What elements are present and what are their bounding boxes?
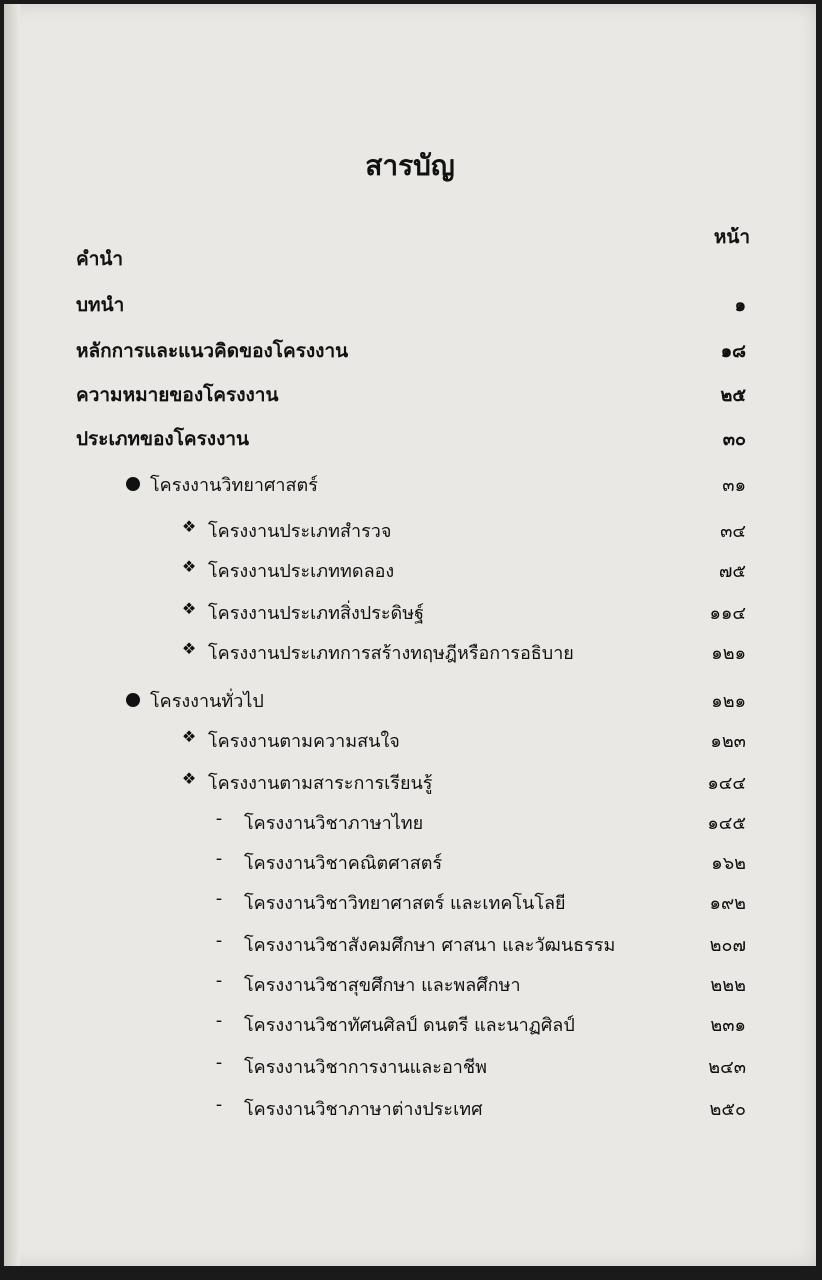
toc-entry-label: โครงงานวิชาคณิตศาสตร์	[244, 853, 443, 874]
toc-entry-label: โครงงานประเภทสำรวจ	[208, 521, 392, 542]
toc-entry-label: โครงงานวิทยาศาสตร์	[150, 475, 318, 496]
page-title: สารบัญ	[365, 149, 455, 182]
toc-entry-page-number: ๓๑	[722, 475, 746, 496]
toc-entry	[4, 380, 816, 412]
toc-entry-page-number: ๒๔๓	[708, 1057, 746, 1078]
toc-entry-page-number: ๑๘	[720, 341, 746, 362]
diamond-bullet-icon: ❖	[181, 517, 197, 536]
page-column-header: หน้า	[713, 226, 750, 248]
diamond-bullet-icon: ❖	[181, 639, 197, 658]
toc-entry	[4, 336, 816, 368]
toc-entry-page-number: ๑๔๕	[707, 813, 746, 834]
diamond-bullet-icon: ❖	[181, 769, 197, 788]
toc-entry-page-number: ๑	[734, 295, 746, 316]
toc-entry-label: โครงงานประเภทการสร้างทฤษฎีหรือการอธิบาย	[208, 643, 574, 664]
toc-entry-label: บทนำ	[76, 294, 125, 316]
toc-entry-label: โครงงานวิชาภาษาไทย	[244, 813, 424, 834]
toc-entry-label: โครงงานวิชาวิทยาศาสตร์ และเทคโนโลยี	[244, 893, 566, 914]
toc-entry	[4, 424, 816, 456]
toc-entry	[4, 1094, 816, 1126]
diamond-bullet-icon: ❖	[181, 557, 197, 576]
toc-entry-label: โครงงานวิชาสังคมศึกษา ศาสนา และวัฒนธรรม	[244, 935, 616, 956]
diamond-bullet-icon: ❖	[181, 599, 197, 618]
toc-entry	[4, 970, 816, 1002]
toc-entry-page-number: ๑๔๔	[707, 773, 746, 794]
dash-bullet-icon: -	[215, 970, 223, 991]
toc-entry-page-number: ๒๕	[720, 385, 746, 406]
dash-bullet-icon: -	[215, 848, 223, 869]
toc-entry-page-number: ๓๐	[722, 429, 746, 450]
toc-entry-page-number: ๓๔	[720, 521, 746, 542]
toc-entry	[4, 888, 816, 920]
toc-entry-page-number: ๗๕	[718, 561, 746, 582]
toc-entry-page-number: ๒๕๐	[709, 1099, 746, 1120]
dash-bullet-icon: -	[215, 888, 223, 909]
diamond-bullet-icon: ❖	[181, 727, 197, 746]
toc-entry-page-number: ๑๒๓	[710, 731, 746, 752]
toc-entry	[4, 598, 816, 630]
toc-entry-label: โครงงานทั่วไป	[150, 691, 264, 712]
toc-entry-label: ประเภทของโครงงาน	[76, 428, 250, 450]
toc-entry-page-number: ๑๑๔	[709, 603, 746, 624]
toc-entry	[4, 556, 816, 588]
toc-entry-label: โครงงานวิชาทัศนศิลป์ ดนตรี และนาฏศิลป์	[244, 1015, 575, 1036]
toc-entry-page-number: ๑๒๑	[711, 643, 746, 664]
toc-entry-label: โครงงานวิชาการงานและอาชีพ	[244, 1057, 487, 1078]
toc-entry	[4, 1052, 816, 1084]
toc-entry	[4, 638, 816, 670]
toc-entry-page-number: ๒๓๑	[710, 1015, 746, 1036]
toc-entry-page-number: ๒๒๒	[710, 975, 746, 996]
dash-bullet-icon: -	[215, 1094, 223, 1115]
toc-entry	[4, 290, 816, 322]
dash-bullet-icon: -	[215, 1010, 223, 1031]
dash-bullet-icon: -	[215, 1052, 223, 1073]
toc-entry-label: โครงงานวิชาภาษาต่างประเทศ	[244, 1099, 483, 1120]
toc-entry-label: ความหมายของโครงงาน	[76, 384, 279, 406]
toc-entry-page-number: ๑๒๑	[711, 691, 746, 712]
toc-entry	[4, 930, 816, 962]
toc-entry	[4, 1010, 816, 1042]
bullet-dot-icon	[126, 693, 140, 707]
toc-entry	[4, 808, 816, 840]
toc-entry-page-number: ๑๖๒	[711, 853, 746, 874]
toc-entry-label: คำนำ	[76, 248, 124, 270]
toc-entry-label: โครงงานวิชาสุขศึกษา และพลศึกษา	[244, 975, 521, 996]
toc-entry	[4, 848, 816, 880]
toc-entry-label: โครงงานตามความสนใจ	[208, 731, 400, 752]
toc-entry-label: โครงงานตามสาระการเรียนรู้	[208, 773, 433, 794]
dash-bullet-icon: -	[215, 808, 223, 829]
toc-entry	[4, 726, 816, 758]
toc-entry	[4, 768, 816, 800]
toc-entry-page-number: ๒๐๗	[709, 935, 746, 956]
toc-entry	[4, 244, 816, 276]
toc-entry	[4, 686, 816, 718]
toc-entry	[4, 516, 816, 548]
bullet-dot-icon	[126, 477, 140, 491]
toc-entry-page-number: ๑๙๒	[709, 893, 746, 914]
toc-entry	[4, 470, 816, 502]
toc-entry-label: หลักการและแนวคิดของโครงงาน	[76, 340, 349, 362]
document-page	[4, 4, 816, 1266]
toc-entry-label: โครงงานประเภทสิ่งประดิษฐ์	[208, 603, 425, 624]
dash-bullet-icon: -	[215, 930, 223, 951]
toc-entry-label: โครงงานประเภททดลอง	[208, 561, 395, 582]
